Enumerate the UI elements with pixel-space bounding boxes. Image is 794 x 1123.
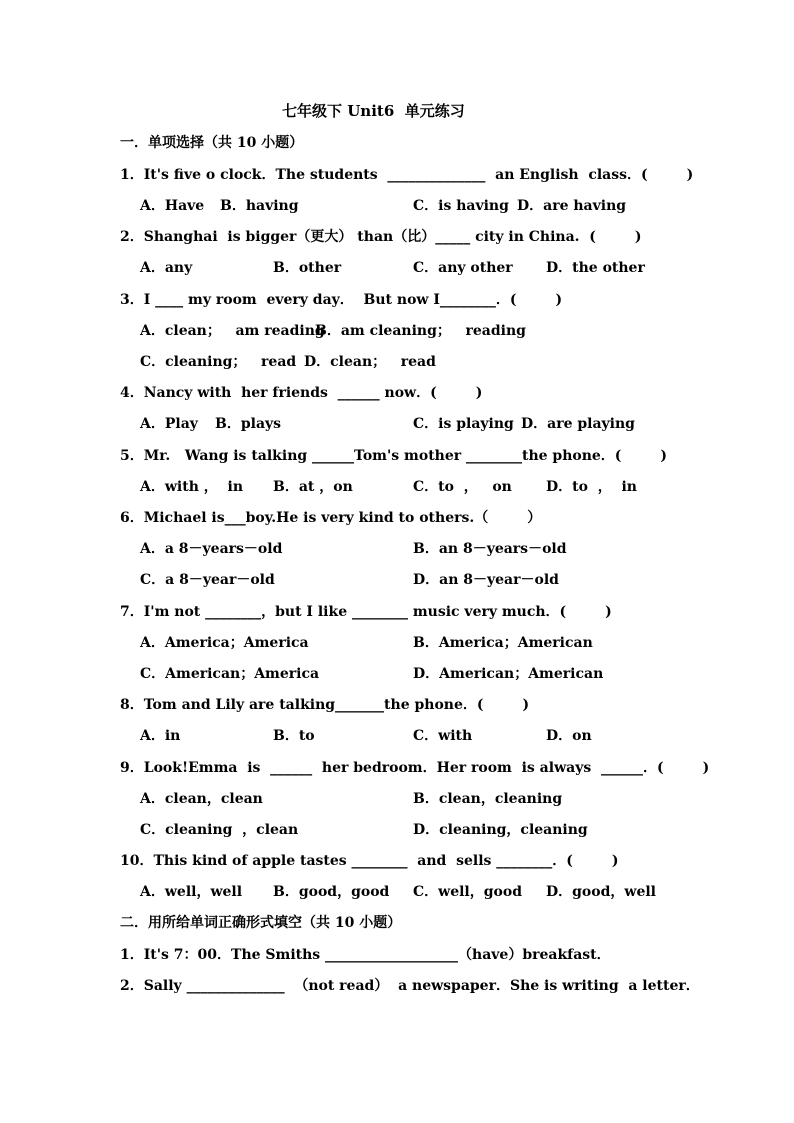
question-10: 10．This kind of apple tastes ________ and sells ________．( ) [120, 853, 619, 869]
section-heading-2: 二．用所给单词正确形式填空（共 10 小题） [120, 915, 402, 931]
question-8: 8．Tom and Lily are talking_______the phone．( ) [120, 697, 530, 713]
question-9: 9．Look!Emma is ______ her bedroom．Her room is always ______．( ) [120, 760, 710, 776]
q8-option-b: B．to [273, 728, 315, 744]
page-title: 七年级下 Unit6 单元练习 [282, 102, 465, 120]
q9-option-c: C．cleaning ，clean [140, 822, 299, 838]
q7-option-a: A．America；America [140, 635, 309, 651]
q7-option-b: B．America；American [413, 635, 593, 651]
fill-question-2: 2．Sally ______________ （not read） a newspaper．She is writing a letter． [120, 978, 700, 994]
question-5: 5．Mr. Wang is talking ______Tom's mother ________the phone．( ) [120, 448, 668, 464]
q1-option-a: A．Have [140, 198, 205, 214]
q10-option-d: D．good，well [546, 884, 656, 900]
q5-option-a: A．with ， in [140, 479, 243, 495]
q7-option-c: C．American；America [140, 666, 320, 682]
q4-option-b: B．plays [215, 416, 282, 432]
q10-option-c: C．well，good [413, 884, 522, 900]
question-1: 1．It's five o clock．The students ______________ an English class．( ) [120, 167, 694, 183]
q8-option-d: D．on [546, 728, 592, 744]
question-6: 6．Michael is___boy.He is very kind to others.（ ） [120, 510, 542, 526]
q2-option-c: C．any other [413, 260, 513, 276]
question-4: 4．Nancy with her friends ______ now．( ) [120, 385, 483, 401]
question-7: 7．I'm not ________，but I like ________ music very much．( ) [120, 604, 612, 620]
q2-option-d: D．the other [546, 260, 645, 276]
q5-option-c: C．to ， on [413, 479, 512, 495]
q10-option-b: B．good，good [273, 884, 390, 900]
q1-option-b: B．having [220, 198, 299, 214]
fill-question-1: 1．It's 7：00．The Smiths ___________________（have）breakfast． [120, 947, 611, 963]
q1-option-d: D．are having [517, 198, 627, 214]
q1-option-c: C．is having [413, 198, 509, 214]
q7-option-d: D．American；American [413, 666, 604, 682]
q3-option-c: C．cleaning； read [140, 354, 297, 370]
q10-option-a: A．well，well [140, 884, 243, 900]
question-3: 3．I ____ my room every day． But now I________．( ) [120, 292, 563, 308]
q5-option-d: D．to ， in [546, 479, 637, 495]
q2-option-a: A．any [140, 260, 193, 276]
q8-option-a: A．in [140, 728, 181, 744]
q4-option-c: C．is playing [413, 416, 514, 432]
q9-option-d: D．cleaning，cleaning [413, 822, 588, 838]
q6-option-a: A．a 8－years－old [140, 541, 283, 557]
q3-option-a: A．clean； am reading [140, 323, 325, 339]
section-heading-1: 一．单项选择（共 10 小题） [120, 135, 304, 151]
q4-option-d: D．are playing [521, 416, 635, 432]
q8-option-c: C．with [413, 728, 473, 744]
q9-option-b: B．clean，cleaning [413, 791, 563, 807]
q3-option-d: D．clean； read [304, 354, 436, 370]
q4-option-a: A．Play [140, 416, 198, 432]
q6-option-b: B．an 8－years－old [413, 541, 567, 557]
question-2: 2．Shanghai is bigger（更大） than（比）_____ city in China. ( ) [120, 229, 642, 245]
q6-option-d: D．an 8－year－old [413, 572, 559, 588]
q9-option-a: A．clean，clean [140, 791, 263, 807]
q2-option-b: B．other [273, 260, 342, 276]
q6-option-c: C．a 8－year－old [140, 572, 275, 588]
q3-option-b: B．am cleaning； reading [315, 323, 526, 339]
q5-option-b: B．at ，on [273, 479, 353, 495]
